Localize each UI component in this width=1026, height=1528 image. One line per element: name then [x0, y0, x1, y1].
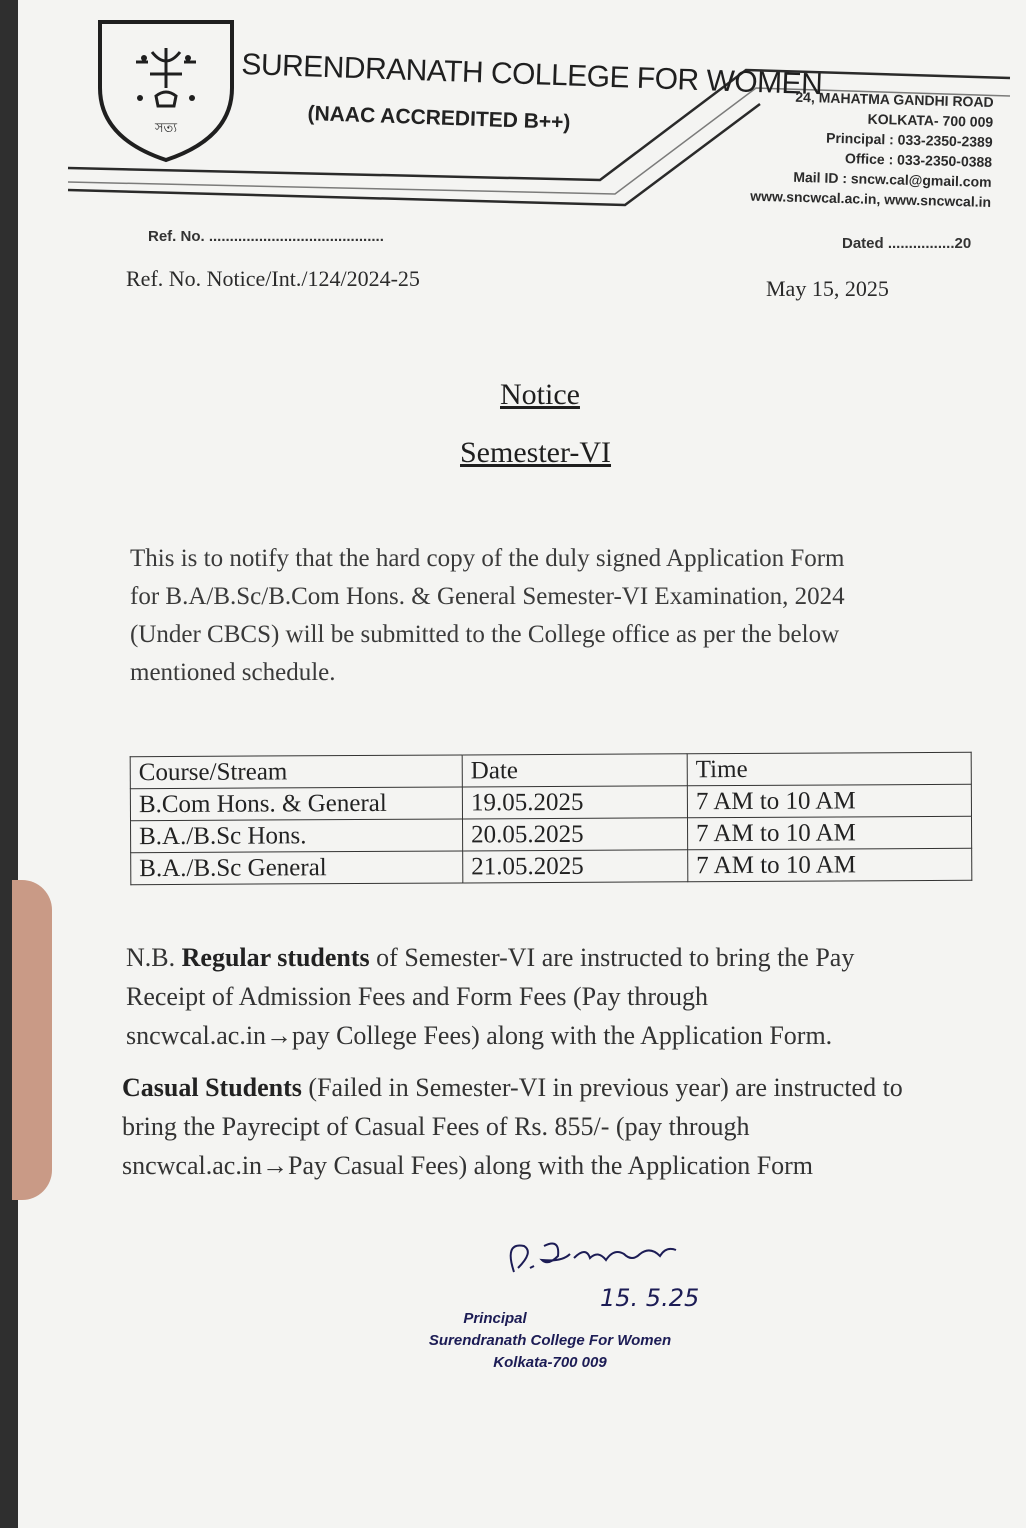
college-crest-logo — [96, 18, 236, 164]
notice-date: May 15, 2025 — [766, 276, 889, 301]
casual-rest: (Failed in Semester-VI in previous year) are instructed to — [301, 1073, 903, 1102]
address-line: www.sncwcal.ac.in, www.sncwcal.in — [750, 187, 992, 210]
crest-motto: সত্য — [154, 121, 178, 136]
holding-thumb — [12, 880, 52, 1200]
notice-subtitle: Semester-VI — [460, 436, 612, 469]
cell-course: B.Com Hons. & General — [130, 787, 462, 821]
notice-body — [130, 540, 950, 692]
cell-course: B.A./B.Sc General — [131, 851, 463, 885]
address-line: Office : 033-2350-0388 — [844, 150, 993, 170]
casual-line: bring the Payrecipt of Casual Fees of Rs. 855/- (pay through — [122, 1112, 750, 1141]
header-course: Course/Stream — [130, 755, 462, 789]
signature-date: 15. 5.25 — [600, 1284, 700, 1312]
nb-line: Receipt of Admission Fees and Form Fees (Pay through — [126, 982, 709, 1011]
cell-time: 7 AM to 10 AM — [687, 816, 971, 849]
table-header-row — [130, 752, 971, 788]
nb-line — [126, 938, 986, 977]
dated-label: Dated ................20 — [842, 235, 972, 252]
address-line: 24, MAHATMA GANDHI ROAD — [795, 88, 994, 110]
body-line: This is to notify that the hard copy of the duly signed Application Form — [130, 545, 845, 572]
address-line: Mail ID : sncw.cal@gmail.com — [793, 168, 992, 190]
cell-date: 19.05.2025 — [462, 786, 687, 819]
college-name: SURENDRANATH COLLEGE FOR WOMEN — [240, 48, 823, 102]
table-row — [131, 816, 972, 852]
table-row — [130, 784, 971, 820]
nb-rest: of Semester-VI are instructed to bring the Pay — [369, 943, 855, 972]
college-address — [750, 86, 994, 212]
accreditation: (NAAC ACCREDITED B++) — [307, 102, 571, 135]
nb-bold: Regular students — [181, 943, 370, 972]
notice-title: Notice — [500, 378, 580, 411]
casual-line: sncwcal.ac.in→Pay Casual Fees) along with the Application Form — [122, 1151, 814, 1180]
nb-casual-students — [122, 1068, 982, 1185]
body-line: for B.A/B.Sc/B.Com Hons. & General Semester-VI Examination, 2024 — [130, 583, 845, 610]
principal-stamp — [400, 1308, 700, 1374]
casual-line — [122, 1068, 982, 1107]
cell-time: 7 AM to 10 AM — [688, 848, 972, 881]
address-line: Principal : 033-2350-2389 — [825, 129, 993, 150]
address-line: KOLKATA- 700 009 — [867, 110, 994, 130]
cell-date: 21.05.2025 — [463, 850, 688, 883]
nb-prefix: N.B. — [126, 943, 176, 972]
casual-bold: Casual Students — [122, 1073, 302, 1102]
nb-line: sncwcal.ac.in→pay College Fees) along with the Application Form. — [126, 1021, 833, 1050]
stamp-line: Kolkata-700 009 — [493, 1354, 607, 1371]
cell-course: B.A./B.Sc Hons. — [131, 819, 463, 853]
schedule-table — [130, 752, 973, 885]
ref-no-label: Ref. No. .......................................... — [148, 228, 384, 245]
header-time: Time — [687, 752, 971, 785]
body-line: (Under CBCS) will be submitted to the College office as per the below — [130, 621, 840, 648]
nb-regular-students — [126, 938, 986, 1055]
reference-number: Ref. No. Notice/Int./124/2024-25 — [126, 266, 420, 291]
stamp-line: Principal — [463, 1310, 527, 1327]
header-date: Date — [462, 754, 687, 787]
table-row — [131, 848, 972, 884]
cell-date: 20.05.2025 — [463, 818, 688, 851]
cell-time: 7 AM to 10 AM — [687, 784, 971, 817]
stamp-line: Surendranath College For Women — [428, 1332, 672, 1349]
body-line: mentioned schedule. — [130, 659, 336, 686]
